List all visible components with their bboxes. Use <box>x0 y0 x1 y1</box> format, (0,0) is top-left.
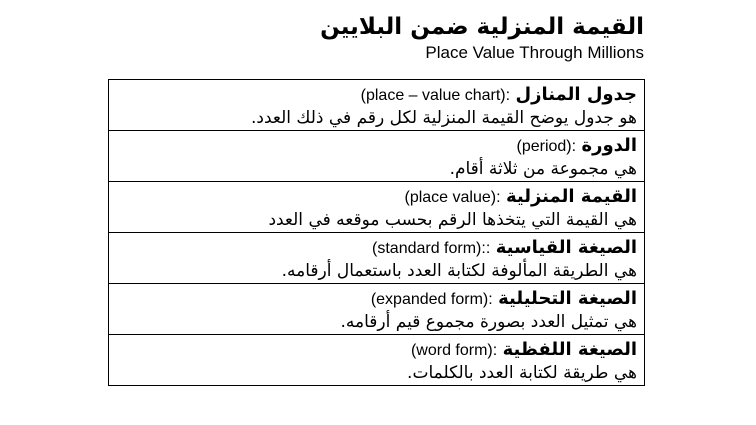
term-suffix: : <box>496 189 501 206</box>
term-english-label: (standard form) <box>372 240 482 257</box>
term-english <box>361 87 510 104</box>
term-line <box>116 287 637 311</box>
term-line <box>116 185 637 209</box>
term-arabic: جدول المنازل <box>515 84 637 105</box>
term-arabic: القيمة المنزلية <box>505 186 637 207</box>
glossary-cell <box>109 335 645 386</box>
term-line <box>116 134 637 158</box>
glossary-cell <box>109 80 645 131</box>
term-english <box>516 138 576 155</box>
glossary-cell <box>109 182 645 233</box>
glossary-cell <box>109 131 645 182</box>
term-definition: هي القيمة التي يتخذها الرقم بحسب موقعه في العدد <box>268 210 637 230</box>
page-title-english: Place Value Through Millions <box>425 43 644 62</box>
glossary-table <box>108 79 645 386</box>
title-block <box>320 12 644 64</box>
term-line <box>116 83 637 107</box>
term-suffix: : <box>505 87 511 104</box>
glossary-row <box>109 284 645 335</box>
term-english <box>404 189 500 206</box>
term-english <box>372 240 490 257</box>
glossary-cell <box>109 284 645 335</box>
term-arabic: الدورة <box>581 135 637 156</box>
term-definition: هو جدول يوضح القيمة المنزلية لكل رقم في ذلك العدد. <box>250 108 637 128</box>
glossary-row <box>109 131 645 182</box>
term-arabic: الصيغة القياسية <box>495 237 637 258</box>
term-definition: هي تمثيل العدد بصورة مجموع قيم أرقامه. <box>340 312 637 332</box>
term-english-label: (place value) <box>404 189 497 206</box>
term-suffix: : <box>571 138 577 155</box>
glossary-row <box>109 182 645 233</box>
glossary-row <box>109 335 645 386</box>
term-english <box>371 291 493 308</box>
term-definition: هي مجموعة من ثلاثة أقام. <box>449 159 637 179</box>
term-english-label: (word form) <box>410 342 493 359</box>
term-suffix: :: <box>481 240 491 257</box>
term-definition: هي الطريقة المألوفة لكتابة العدد باستعمال أرقامه. <box>281 261 637 281</box>
glossary-row <box>109 233 645 284</box>
term-english-label: (place – value chart) <box>360 87 506 104</box>
term-arabic: الصيغة التحليلية <box>498 288 637 309</box>
term-suffix: : <box>492 342 498 359</box>
term-line <box>116 338 637 362</box>
term-arabic: الصيغة اللفظية <box>502 339 637 360</box>
term-english-label: (period) <box>516 138 572 155</box>
term-english-label: (expanded form) <box>370 291 489 308</box>
glossary-row <box>109 80 645 131</box>
term-suffix: : <box>488 291 493 308</box>
term-english <box>411 342 497 359</box>
term-line <box>116 236 637 260</box>
page-title-arabic: القيمة المنزلية ضمن البلايين <box>320 14 644 40</box>
term-definition: هي طريقة لكتابة العدد بالكلمات. <box>407 363 637 383</box>
glossary-cell <box>109 233 645 284</box>
